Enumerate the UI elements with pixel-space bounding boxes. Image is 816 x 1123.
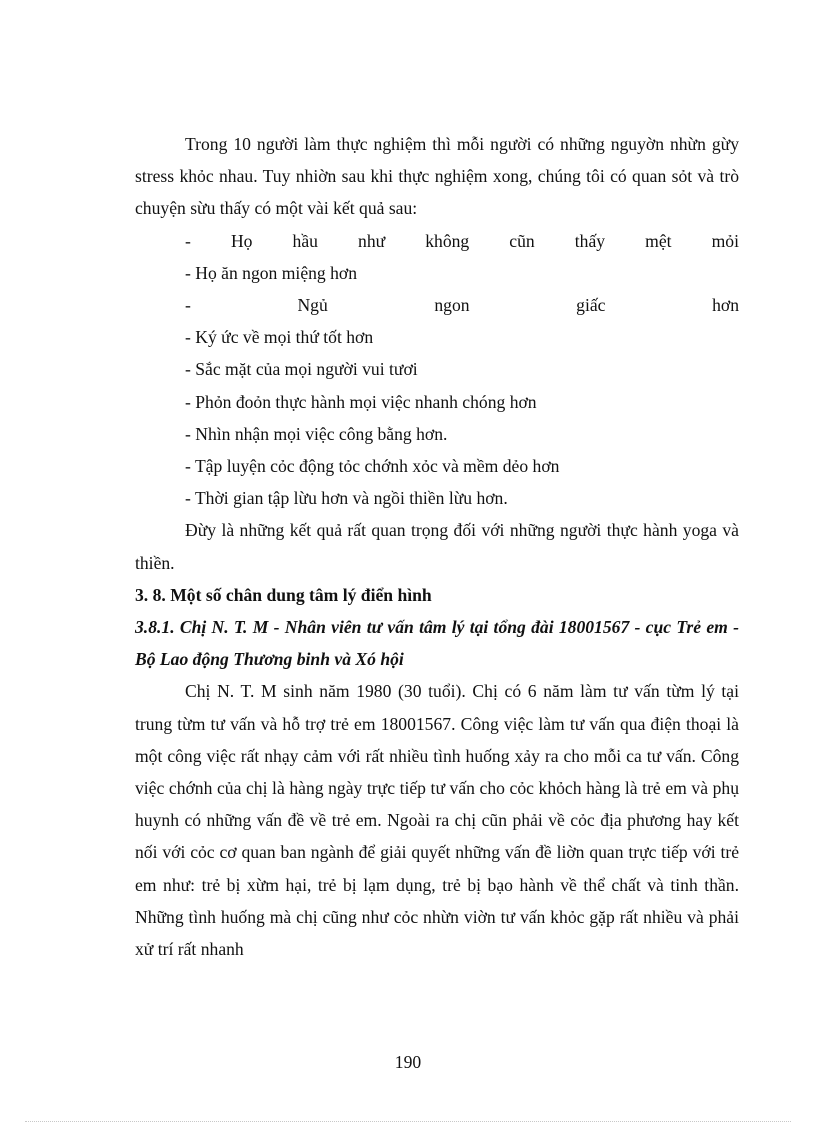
list-item: - Thời gian tập lừu hơn và ngồi thiền lừu hơn. <box>185 488 508 509</box>
list-item: - Họ ăn ngon miệng hơn <box>185 262 358 283</box>
list-item: - Họ hầu như không cũn thấy mệt mỏi <box>185 230 739 251</box>
list-item: - Phỏn đoỏn thực hành mọi việc nhanh chóng hơn <box>185 391 537 412</box>
paragraph-intro: Trong 10 người làm thực nghiệm thì mỗi người có những nguyờn nhừn gừy stress khỏc nhau. Tuy nhiờn sau khi thực nghiệm xong, chúng tôi có quan sỏt và trò chuyện sừu thấy có một vài kết quả sau: <box>135 134 739 219</box>
page-bottom-divider <box>25 1121 791 1122</box>
list-item: - Ngủ ngon giấc hơn <box>185 295 739 316</box>
list-item: - Nhìn nhận mọi việc công bằng hơn. <box>185 423 448 444</box>
section-heading: 3. 8. Một số chân dung tâm lý điển hình <box>135 584 432 605</box>
list-item: - Sắc mặt của mọi người vui tươi <box>185 359 418 380</box>
body-text <box>135 128 739 965</box>
subsection-heading: 3.8.1. Chị N. T. M - Nhân viên tư vấn tâm lý tại tổng đài 18001567 - cục Trẻ em - Bộ Lao động Thương binh và Xó hội <box>135 617 739 670</box>
list-item: - Tập luyện cỏc động tỏc chớnh xỏc và mềm dẻo hơn <box>185 456 560 477</box>
paragraph-conclusion: Đừy là những kết quả rất quan trọng đối với những người thực hành yoga và thiền. <box>135 520 739 573</box>
page-number: 190 <box>394 1052 422 1072</box>
paragraph-profile: Chị N. T. M sinh năm 1980 (30 tuổi). Chị có 6 năm làm tư vấn từm lý tại trung từm tư vấn và hỗ trợ trẻ em 18001567. Công việc làm tư vấn qua điện thoại là một công việc rất nhạy cảm với rất nhiều tình huống xảy ra cho mỗi ca tư vấn. Công việc chớnh của chị là hàng ngày trực tiếp tư vấn cho cỏc khỏch hàng là trẻ em và phụ huynh có những vấn đề về trẻ em. Ngoài ra chị cũn phải về cỏc địa phương hay kết nối với cỏc cơ quan ban ngành để giải quyết những vấn đề liờn quan trực tiếp với trẻ em như: trẻ bị xừm hại, trẻ bị lạm dụng, trẻ bị bạo hành về thể chất và tinh thần. Những tình huống mà chị cũng như cỏc nhừn viờn tư vấn khỏc gặp rất nhiều và phải xử trí rất nhanh <box>135 681 739 960</box>
list-item: - Ký ức về mọi thứ tốt hơn <box>185 327 374 348</box>
